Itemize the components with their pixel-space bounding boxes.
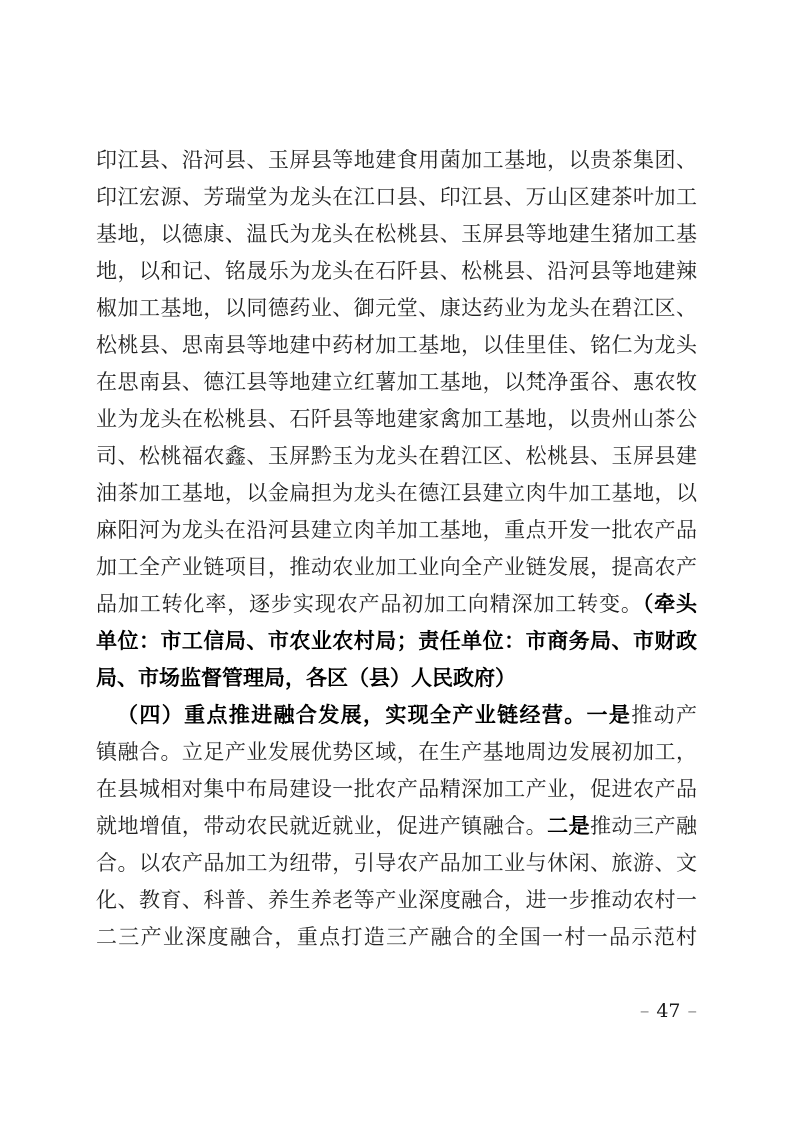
text-line: [96, 179, 697, 216]
body-text-segment: 就地增值，带动农民就近就业，促进产镇融合。: [96, 814, 548, 838]
body-text-segment: 加工全产业链项目，推动农业加工业向全产业链发展，提高农产: [96, 555, 697, 579]
body-text-segment: 在县城相对集中布局建设一批农产品精深加工产业，促进农产品: [96, 777, 697, 801]
body-text-segment: 基地，以德康、温氏为龙头在松桃县、玉屏县等地建生猪加工基: [96, 222, 697, 246]
text-line: [96, 586, 697, 623]
text-line: [96, 364, 697, 401]
page-number-dash-right: –: [687, 1000, 697, 1022]
page-number-dash-left: –: [639, 1000, 650, 1022]
text-line: [96, 697, 697, 734]
text-line: [96, 438, 697, 475]
body-text-segment: 化、教育、科普、养生养老等产业深度融合，进一步推动农村一: [96, 888, 697, 912]
body-text-segment: 印江宏源、芳瑞堂为龙头在江口县、印江县、万山区建茶叶加工: [96, 185, 697, 209]
body-text-segment: 印江县、沿河县、玉屏县等地建食用菌加工基地，以贵茶集团、: [96, 148, 697, 172]
text-line: [96, 771, 697, 808]
text-line: [96, 512, 697, 549]
page-number: [96, 999, 697, 1023]
body-text-segment: 松桃县、思南县等地建中药材加工基地，以佳里佳、铭仁为龙头: [96, 333, 697, 357]
text-line: [96, 734, 697, 771]
body-text-segment: 麻阳河为龙头在沿河县建立肉羊加工基地，重点开发一批农产品: [96, 518, 697, 542]
text-line: [96, 401, 697, 438]
body-text-segment: 品加工转化率，逐步实现农产品初加工向精深加工转变。: [96, 592, 643, 616]
page-number-value: 47: [656, 1000, 681, 1022]
body-text-segment: 地，以和记、铭晟乐为龙头在石阡县、松桃县、沿河县等地建辣: [96, 259, 697, 283]
body-text-segment: 镇融合。立足产业发展优势区域，在生产基地周边发展初加工，: [96, 740, 697, 764]
body-text-segment: 推动三产融: [590, 814, 698, 838]
document-body: [96, 142, 697, 956]
text-line: [96, 290, 697, 327]
text-line: [96, 475, 697, 512]
text-line: [96, 253, 697, 290]
text-line: [96, 808, 697, 845]
text-line: [96, 327, 697, 364]
bold-text-segment: （牵头: [642, 593, 698, 616]
text-line: [96, 549, 697, 586]
body-text-segment: 椒加工基地，以同德药业、御元堂、康达药业为龙头在碧江区、: [96, 296, 697, 320]
bold-text-segment: 二是: [547, 815, 591, 838]
body-text-segment: 推动产: [631, 703, 698, 727]
text-line: [96, 919, 697, 956]
text-line: [96, 845, 697, 882]
body-text-segment: 合。以农产品加工为纽带，引导农产品加工业与休闲、旅游、文: [96, 851, 697, 875]
bold-text-segment: 局、市场监督管理局，各区（县）人民政府）: [96, 667, 516, 690]
bold-text-segment: （四）重点推进融合发展，实现全产业链经营。一是: [117, 704, 632, 727]
text-line: [96, 216, 697, 253]
text-line: [96, 660, 697, 697]
body-text-segment: 业为龙头在松桃县、石阡县等地建家禽加工基地，以贵州山茶公: [96, 407, 697, 431]
text-line: [96, 882, 697, 919]
body-text-segment: 二三产业深度融合，重点打造三产融合的全国一村一品示范村: [96, 925, 697, 949]
body-text-segment: 油茶加工基地，以金扁担为龙头在德江县建立肉牛加工基地，以: [96, 481, 697, 505]
body-text-segment: 在思南县、德江县等地建立红薯加工基地，以梵净蛋谷、惠农牧: [96, 370, 697, 394]
text-line: [96, 142, 697, 179]
bold-text-segment: 单位：市工信局、市农业农村局；责任单位：市商务局、市财政: [96, 630, 697, 653]
text-line: [96, 623, 697, 660]
body-text-segment: 司、松桃福农鑫、玉屏黔玉为龙头在碧江区、松桃县、玉屏县建: [96, 444, 697, 468]
